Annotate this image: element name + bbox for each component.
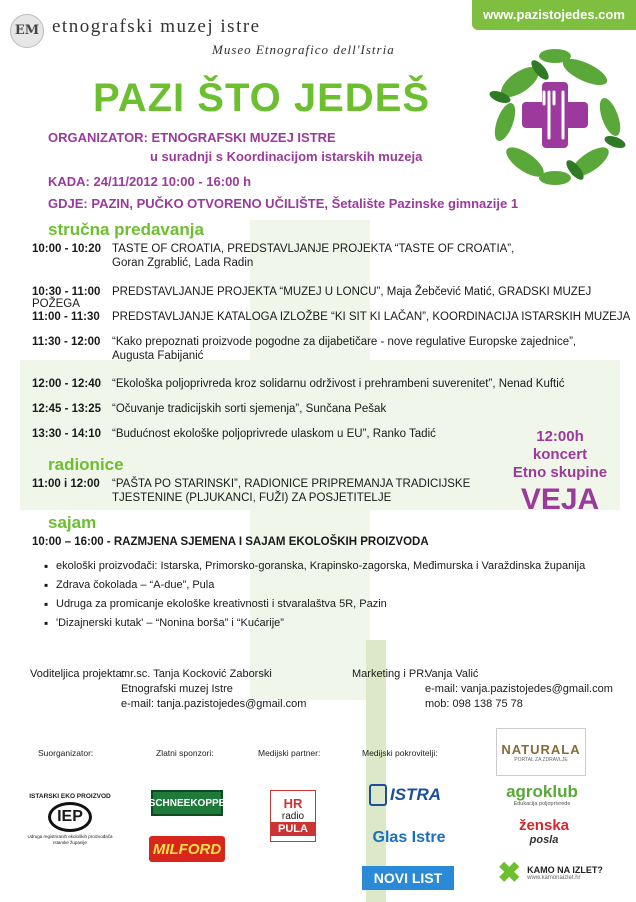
lecture-time: 12:00 - 12:40: [32, 378, 102, 390]
lecture-item: [32, 336, 576, 362]
lecture-time: 11:00 - 11:30: [32, 311, 100, 323]
lecture-item: [32, 403, 386, 415]
workshop-item: [32, 478, 470, 504]
zenska-posla-logo: [502, 814, 586, 850]
novi-list-logo: NOVI LIST: [362, 866, 454, 890]
iep-mark-icon: IEP: [48, 802, 92, 832]
when-row: [48, 174, 251, 189]
organizer-label: ORGANIZATOR:: [48, 130, 148, 145]
gold-sponsors-label: Zlatni sponzori:: [156, 748, 214, 758]
agroklub-text: agroklub: [506, 782, 578, 801]
lecture-text: PREDSTAVLJANJE PROJEKTA “MUZEJ U LONCU”, Maja Žebčević Matić, GRADSKI MUZEJ POŽEGA: [32, 286, 592, 310]
herb-cross-logo-icon: [480, 42, 630, 187]
list-item: ▪ Zdrava čokolada – “A-due”, Pula: [44, 579, 585, 591]
lectures-heading: stručna predavanja: [48, 220, 204, 239]
project-lead-block: [121, 667, 306, 712]
kamo-text: KAMO NA IZLET?: [527, 865, 603, 875]
tv-istra-text: ISTRA: [390, 785, 441, 804]
glas-istre-logo: Glas Istre: [372, 829, 446, 846]
lecture-item: [32, 428, 436, 440]
list-item: ▪ Udruga za promicanje ekološke kreativnosti i stvaralaštva 5R, Pazin: [44, 598, 585, 610]
organizer-name: ETNOGRAFSKI MUZEJ ISTRE: [151, 130, 336, 145]
naturala-tag: PORTAL ZA ZDRAVLJE: [514, 756, 568, 763]
list-item: ▪ 'Dizajnerski kutak' – “Nonina borša” i “Kućarije”: [44, 617, 585, 629]
lecture-item: [32, 243, 514, 269]
organizer-row: [48, 130, 336, 145]
fair-heading: sajam: [48, 513, 97, 532]
lecture-text: “Ekološka poljoprivreda kroz solidarnu održivost i prehrambeni suverenitet”, Nenad Kuftić: [112, 378, 565, 390]
kamo-na-izlet-logo: [484, 856, 614, 890]
lecture-time: 11:30 - 12:00: [32, 336, 101, 348]
where-row: [48, 196, 518, 211]
where-label: GDJE:: [48, 196, 88, 211]
tv-istra-logo: [368, 780, 442, 810]
radio-pula-logo: [270, 790, 316, 842]
lecture-text: “Kako prepoznati proizvode pogodne za dijabetičare - nove regulative Europske zajednice”,: [112, 336, 577, 348]
marketing-block: [425, 667, 613, 712]
lecture-sub: Goran Zgrablić, Lada Radin: [112, 257, 254, 269]
list-item: ▪ ekološki proizvođači: Istarska, Primorsko-goranska, Krapinsko-zagorska, Međimurska i Varaždinska županija: [44, 560, 585, 572]
agroklub-tag: Edukacija poljoprivrede: [513, 801, 571, 807]
fair-line: 10:00 – 16:00 - RAZMJENA SJEMENA I SAJAM EKOLOŠKIH PROIZVODA: [32, 536, 429, 548]
marketing-mob: mob: 098 138 75 78: [425, 698, 523, 710]
radio-hr-text: HR: [283, 795, 303, 811]
lecture-time: 10:30 - 11:00: [32, 286, 101, 298]
website-badge[interactable]: www.pazistojedes.com: [472, 0, 636, 30]
workshops-heading: radionice: [48, 455, 124, 474]
posla-text: posla: [529, 834, 559, 846]
lecture-item: [32, 286, 636, 310]
lecture-sub: Augusta Fabijanić: [112, 350, 204, 362]
iep-bottom-text: Udruga registriranih ekoloških proizvođača Istarske županije: [27, 833, 113, 845]
radio-text: radio: [281, 810, 305, 822]
lecture-text: “Budućnost ekološke poljoprivrede ulaskom u EU”, Ranko Tadić: [112, 428, 436, 440]
lecture-item: [32, 311, 630, 323]
naturala-text: NATURALA: [501, 741, 581, 757]
workshop-text: “PAŠTA PO STARINSKI”, RADIONICE PRIPREMANJA TRADICIJSKE: [112, 478, 471, 490]
concert-line2: Etno skupine: [512, 464, 608, 481]
milford-logo: MILFORD: [149, 836, 225, 862]
radio-pula-text: PULA: [271, 822, 315, 836]
marketing-label: Marketing i PR:: [352, 668, 428, 680]
fair-list: [44, 560, 585, 636]
concert-time: 12:00h: [536, 428, 584, 445]
lecture-item: [32, 378, 565, 390]
when-label: KADA:: [48, 174, 90, 189]
project-lead-label: Voditeljica projekta:: [30, 668, 125, 680]
workshop-time: 11:00 i 12:00: [32, 478, 100, 490]
museum-logo-icon: EM: [10, 14, 44, 48]
concert-band: VEJA: [520, 483, 600, 516]
iep-top-text: ISTARSKI EKO PROIZVOD: [29, 792, 111, 800]
iep-logo: [22, 785, 118, 853]
marketing-email[interactable]: e-mail: vanja.pazistojedes@gmail.com: [425, 683, 613, 695]
kamo-url[interactable]: www.kamonaizlet.hr: [527, 875, 581, 881]
lecture-text: “Očuvanje tradicijskih sorti sjemenja”, Sunčana Pešak: [112, 403, 387, 415]
media-partner-label: Medijski partner:: [258, 748, 321, 758]
green-star-icon: ✖: [497, 857, 521, 888]
project-lead-name: mr.sc. Tanja Kocković Zaborski: [121, 668, 272, 680]
organizer-cooperation: u suradnji s Koordinacijom istarskih muzeja: [150, 149, 423, 164]
lecture-time: 12:45 - 13:25: [32, 403, 102, 415]
lecture-time: 10:00 - 10:20: [32, 243, 102, 255]
museum-subtitle: Museo Etnografico dell'Istria: [212, 42, 395, 57]
poster-title: PAZI ŠTO JEDEŠ: [93, 76, 431, 120]
coorganizer-label: Suorganizator:: [38, 748, 94, 758]
tv-icon: [369, 784, 387, 806]
lecture-text: PREDSTAVLJANJE KATALOGA IZLOŽBE “KI SIT KI LAČAN”, KOORDINACIJA ISTARSKIH MUZEJA: [112, 311, 631, 323]
where-value: PAZIN, PUČKO OTVORENO UČILIŠTE, Šetalište Pazinske gimnazije 1: [91, 196, 519, 211]
concert-box: [500, 428, 620, 518]
media-patrons-label: Medijski pokrovitelji:: [362, 748, 438, 758]
lecture-text: TASTE OF CROATIA, PREDSTAVLJANJE PROJEKTA “TASTE OF CROATIA”,: [112, 243, 515, 255]
zenska-text: ženska: [518, 817, 570, 834]
project-lead-email[interactable]: e-mail: tanja.pazistojedes@gmail.com: [121, 698, 307, 710]
when-value: 24/11/2012 10:00 - 16:00 h: [93, 174, 252, 189]
museum-name: etnografski muzej istre: [52, 16, 261, 37]
marketing-name: Vanja Valić: [425, 668, 479, 680]
concert-line1: koncert: [532, 446, 588, 463]
agroklub-logo: [494, 780, 590, 810]
project-lead-org: Etnografski muzej Istre: [121, 683, 233, 695]
naturala-logo: [496, 728, 586, 776]
workshop-sub: TJESTENINE (PLJUKANCI, FUŽI) ZA POSJETITELJE: [112, 492, 392, 504]
schneekoppe-logo: SCHNEEKOPPE: [151, 790, 223, 816]
lecture-time: 13:30 - 14:10: [32, 428, 102, 440]
